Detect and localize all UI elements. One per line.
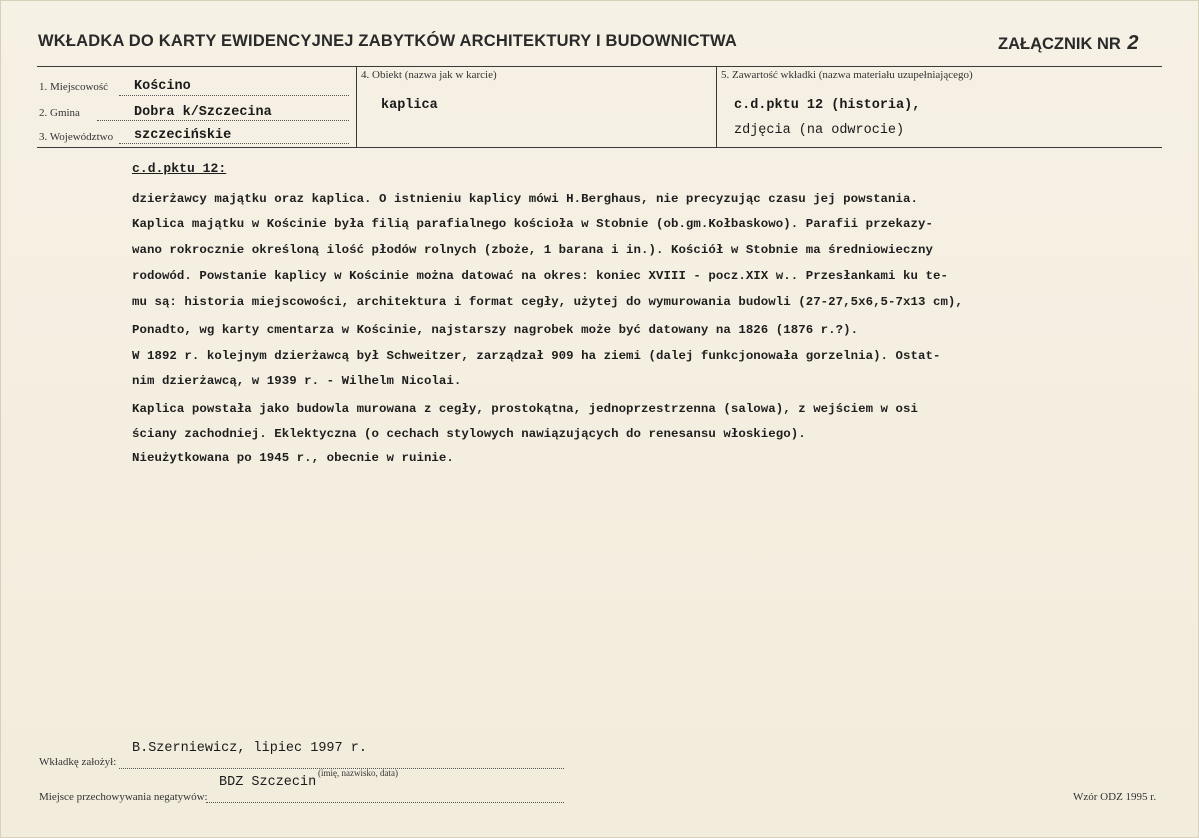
commune-label: 2. Gmina xyxy=(39,107,80,119)
annex-number: 2 xyxy=(1127,32,1139,54)
object-label-text: 4. Obiekt xyxy=(361,69,402,81)
storage-label: Miejsce przechowywania negatywów: xyxy=(39,791,208,803)
contents-line-1: c.d.pktu 12 (historia), xyxy=(734,98,921,113)
annex-label xyxy=(998,32,1139,55)
body-line: nim dzierżawcą, w 1939 r. - Wilhelm Nicolai. xyxy=(132,374,462,388)
commune-dots xyxy=(97,120,349,121)
form-id: Wzór ODZ 1995 r. xyxy=(1073,791,1157,803)
voivodeship-label: 3. Województwo xyxy=(39,131,114,143)
contents-label-text: 5. Zawartość wkładki xyxy=(721,69,816,81)
author-hint: (imię, nazwisko, data) xyxy=(318,768,398,778)
body-line: dzierżawcy majątku oraz kaplica. O istnieniu kaplicy mówi H.Berghaus, nie precyzując czasu jej powstania. xyxy=(132,192,918,206)
author-value: B.Szerniewicz, lipiec 1997 r. xyxy=(132,741,367,756)
body-line: Kaplica powstała jako budowla murowana z cegły, prostokątna, jednoprzestrzenna (salowa), z wejściem w osi xyxy=(132,402,918,416)
header-top-rule xyxy=(37,66,1162,67)
column-divider-1 xyxy=(356,66,357,148)
object-value: kaplica xyxy=(381,98,438,113)
storage-dots xyxy=(206,802,564,803)
body-line: mu są: historia miejscowości, architektura i format cegły, użytej do wymurowania budowli (27-27,5x6,5-7x13 cm), xyxy=(132,295,963,309)
body-line: ściany zachodniej. Eklektyczna (o cechach stylowych nawiązujących do renesansu włoskiego). xyxy=(132,427,806,441)
document-title: WKŁADKA DO KARTY EWIDENCYJNEJ ZABYTKÓW ARCHITEKTURY I BUDOWNICTWA xyxy=(38,32,737,50)
header-bottom-rule xyxy=(37,147,1162,148)
voivodeship-value: szczecińskie xyxy=(134,128,232,143)
locality-dots xyxy=(119,95,349,96)
body-line: W 1892 r. kolejnym dzierżawcą był Schweitzer, zarządzał 909 ha ziemi (dalej funkcjonowała gorzelnia). Ostat- xyxy=(132,349,941,363)
object-label xyxy=(361,69,497,81)
body-line: Kaplica majątku w Kościnie była filią parafialnego kościoła w Stobnie (ob.gm.Kołbaskowo). Parafii przekazy- xyxy=(132,217,933,231)
contents-hint: (nazwa materiału uzupełniającego) xyxy=(818,69,973,81)
body-line: Ponadto, wg karty cmentarza w Kościnie, najstarszy nagrobek może być datowany na 1826 (1876 r.?). xyxy=(132,323,859,337)
body-line: rodowód. Powstanie kaplicy w Kościnie można datować na okres: koniec XVIII - pocz.XIX w.. Przesłankami ku te- xyxy=(132,269,948,283)
locality-label: 1. Miejscowość xyxy=(39,81,109,93)
annex-label-text: ZAŁĄCZNIK NR xyxy=(998,35,1121,53)
body-line: wano rokrocznie określoną ilość płodów rolnych (zboże, 1 barana i in.). Kościół w Stobnie ma średniowieczny xyxy=(132,243,933,257)
storage-value: BDZ Szczecin xyxy=(219,775,317,790)
contents-line-2: zdjęcia (na odwrocie) xyxy=(734,123,905,138)
author-label: Wkładkę założył: xyxy=(39,756,117,768)
commune-value: Dobra k/Szczecina xyxy=(134,105,272,120)
voivodeship-dots xyxy=(119,143,349,144)
column-divider-2 xyxy=(716,66,717,148)
body-line: Nieużytkowana po 1945 r., obecnie w ruinie. xyxy=(132,451,454,465)
body-heading: c.d.pktu 12: xyxy=(132,161,227,176)
locality-value: Kościno xyxy=(134,79,191,94)
contents-label xyxy=(721,69,973,81)
object-hint: (nazwa jak w karcie) xyxy=(404,69,497,81)
